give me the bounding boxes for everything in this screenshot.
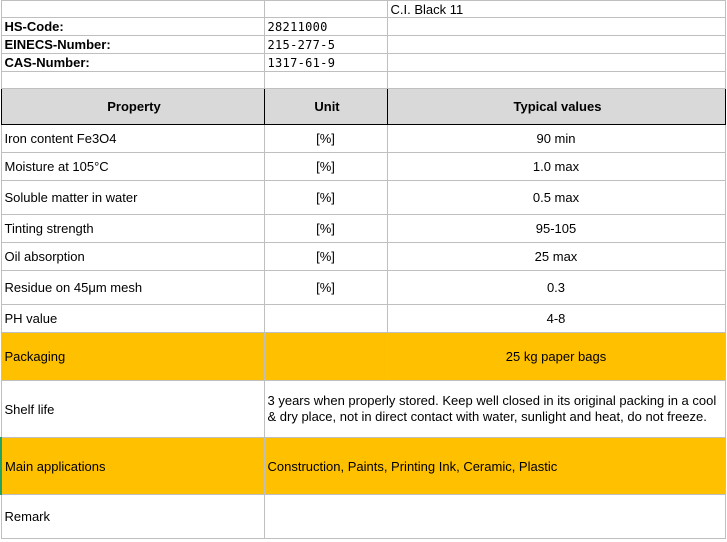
property-name[interactable]: PH value	[1, 305, 264, 333]
property-unit[interactable]: [%]	[264, 125, 387, 153]
cell-empty[interactable]	[387, 36, 725, 54]
einecs-label[interactable]: EINECS-Number:	[1, 36, 264, 54]
cell-empty[interactable]	[1, 72, 264, 89]
property-value[interactable]: 0.3	[387, 271, 725, 305]
cas-row	[1, 54, 725, 72]
product-name[interactable]: C.I. Black 11	[387, 1, 725, 18]
applications-row	[1, 438, 725, 495]
header-typical-values[interactable]: Typical values	[387, 89, 725, 125]
applications-label[interactable]: Main applications	[1, 438, 264, 495]
property-row	[1, 215, 725, 243]
property-unit[interactable]	[264, 305, 387, 333]
cell-empty[interactable]	[387, 18, 725, 36]
remark-label[interactable]: Remark	[1, 495, 264, 539]
property-value[interactable]: 1.0 max	[387, 153, 725, 181]
cell-empty[interactable]	[387, 72, 725, 89]
property-value[interactable]: 25 max	[387, 243, 725, 271]
header-row	[1, 89, 725, 125]
property-name[interactable]: Moisture at 105°C	[1, 153, 264, 181]
property-unit[interactable]: [%]	[264, 271, 387, 305]
hs-code-label[interactable]: HS-Code:	[1, 18, 264, 36]
einecs-row	[1, 36, 725, 54]
cell-empty[interactable]	[387, 54, 725, 72]
packaging-label[interactable]: Packaging	[1, 333, 264, 381]
shelf-life-value[interactable]: 3 years when properly stored. Keep well closed in its original packing in a cool & dry place, not in direct contact with water, sunlight and heat, do not freeze.	[264, 381, 725, 438]
property-unit[interactable]: [%]	[264, 153, 387, 181]
property-row	[1, 271, 725, 305]
property-unit[interactable]: [%]	[264, 181, 387, 215]
packaging-row	[1, 333, 725, 381]
property-value[interactable]: 95-105	[387, 215, 725, 243]
property-unit[interactable]: [%]	[264, 215, 387, 243]
applications-value[interactable]: Construction, Paints, Printing Ink, Ceramic, Plastic	[264, 438, 725, 495]
cell-empty[interactable]	[1, 1, 264, 18]
property-row	[1, 125, 725, 153]
spacer-row	[1, 72, 725, 89]
property-row	[1, 153, 725, 181]
property-row	[1, 243, 725, 271]
property-value[interactable]: 0.5 max	[387, 181, 725, 215]
hs-code-value[interactable]: 28211000	[264, 18, 387, 36]
property-name[interactable]: Oil absorption	[1, 243, 264, 271]
shelf-life-label[interactable]: Shelf life	[1, 381, 264, 438]
cell-empty[interactable]	[264, 1, 387, 18]
cas-label[interactable]: CAS-Number:	[1, 54, 264, 72]
cas-value[interactable]: 1317-61-9	[264, 54, 387, 72]
shelf-life-row	[1, 381, 725, 438]
remark-row	[1, 495, 725, 539]
property-unit[interactable]: [%]	[264, 243, 387, 271]
property-name[interactable]: Residue on 45μm mesh	[1, 271, 264, 305]
property-row	[1, 181, 725, 215]
property-value[interactable]: 4-8	[387, 305, 725, 333]
einecs-value[interactable]: 215-277-5	[264, 36, 387, 54]
header-unit[interactable]: Unit	[264, 89, 387, 125]
packaging-value[interactable]: 25 kg paper bags	[387, 333, 725, 381]
property-name[interactable]: Tinting strength	[1, 215, 264, 243]
header-property[interactable]: Property	[1, 89, 264, 125]
property-value[interactable]: 90 min	[387, 125, 725, 153]
property-name[interactable]: Soluble matter in water	[1, 181, 264, 215]
hs-code-row	[1, 18, 725, 36]
cell-empty[interactable]	[264, 72, 387, 89]
cell-empty[interactable]	[264, 333, 387, 381]
property-row	[1, 305, 725, 333]
title-row	[1, 1, 725, 18]
property-name[interactable]: Iron content Fe3O4	[1, 125, 264, 153]
remark-value[interactable]	[264, 495, 725, 539]
